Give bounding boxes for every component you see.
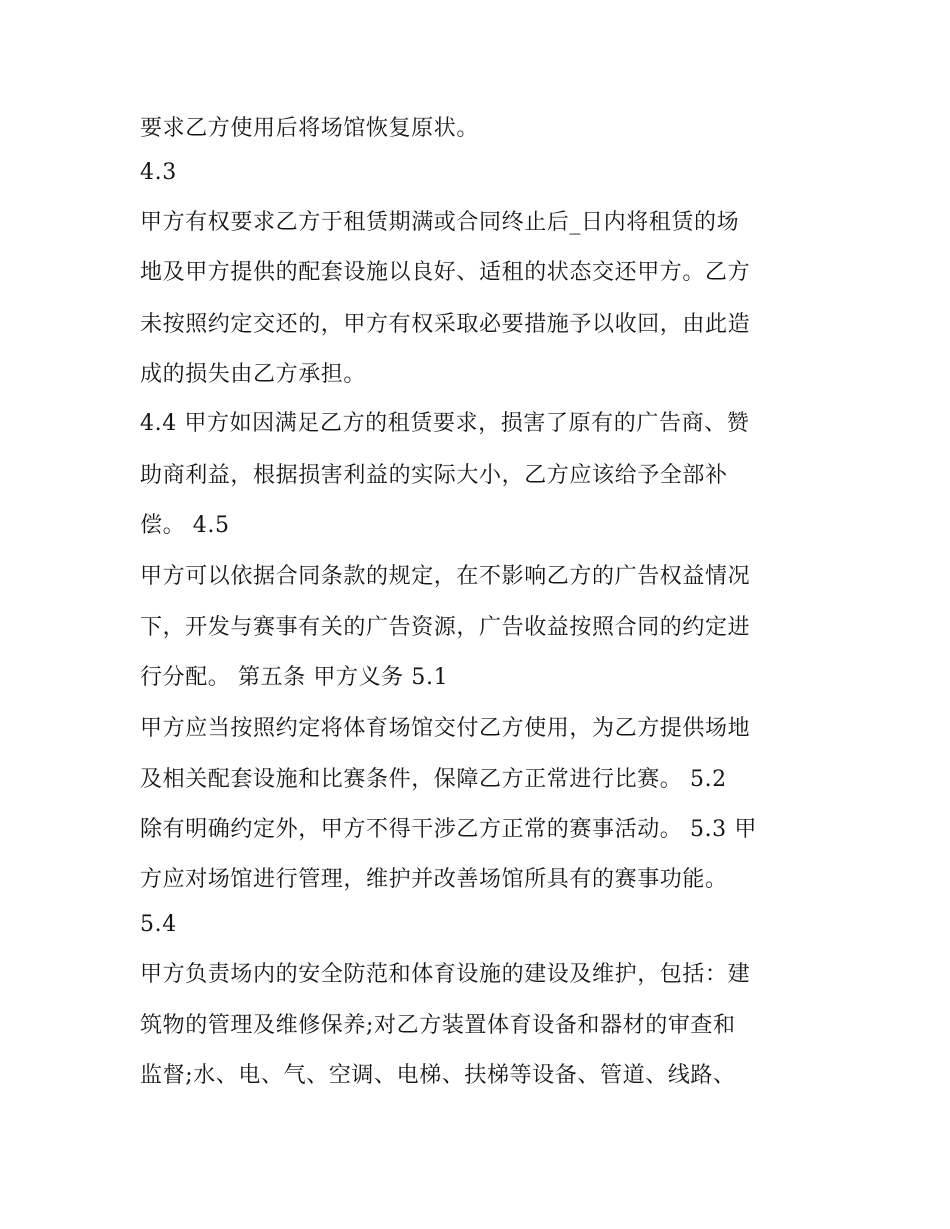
text-line: 甲方有权要求乙方于租赁期满或合同终止后_日内将租赁的场 (140, 210, 740, 235)
text-line: 行分配。 第五条 甲方义务 5.1 (140, 665, 449, 690)
text-line: 除有明确约定外，甲方不得干涉乙方正常的赛事活动。 5.3 甲 (140, 817, 757, 842)
text-line: 方应对场馆进行管理，维护并改善场馆所具有的赛事功能。 (140, 867, 728, 892)
text-line: 甲方可以依据合同条款的规定，在不影响乙方的广告权益情况 (140, 564, 751, 589)
text-line: 4.4 甲方如因满足乙方的租赁要求，损害了原有的广告商、赞 (140, 411, 750, 436)
text-line: 偿。 4.5 (140, 513, 230, 538)
text-line: 及相关配套设施和比赛条件，保障乙方正常进行比赛。 5.2 (140, 767, 727, 792)
text-line: 下，开发与赛事有关的广告资源，广告收益按照合同的约定进 (140, 615, 751, 640)
text-line: 甲方应当按照约定将体育场馆交付乙方使用，为乙方提供场地 (140, 716, 751, 741)
section-number: 4.3 (140, 160, 177, 185)
text-line: 要求乙方使用后将场馆恢复原状。 (140, 116, 480, 141)
text-line: 成的损失由乙方承担。 (140, 362, 367, 387)
text-line: 筑物的管理及维修保养;对乙方装置体育设备和器材的审查和 (140, 1013, 736, 1038)
text-line: 未按照约定交还的，甲方有权采取必要措施予以收回，由此造 (140, 312, 751, 337)
text-line: 地及甲方提供的配套设施以良好、适租的状态交还甲方。乙方 (140, 260, 751, 285)
section-number: 5.4 (140, 912, 177, 937)
text-line: 监督;水、电、气、空调、电梯、扶梯等设备、管道、线路、 (140, 1063, 736, 1088)
text-line: 甲方负责场内的安全防范和体育设施的建设及维护，包括：建 (140, 962, 751, 987)
text-line: 助商利益，根据损害利益的实际大小，乙方应该给予全部补 (140, 463, 728, 488)
